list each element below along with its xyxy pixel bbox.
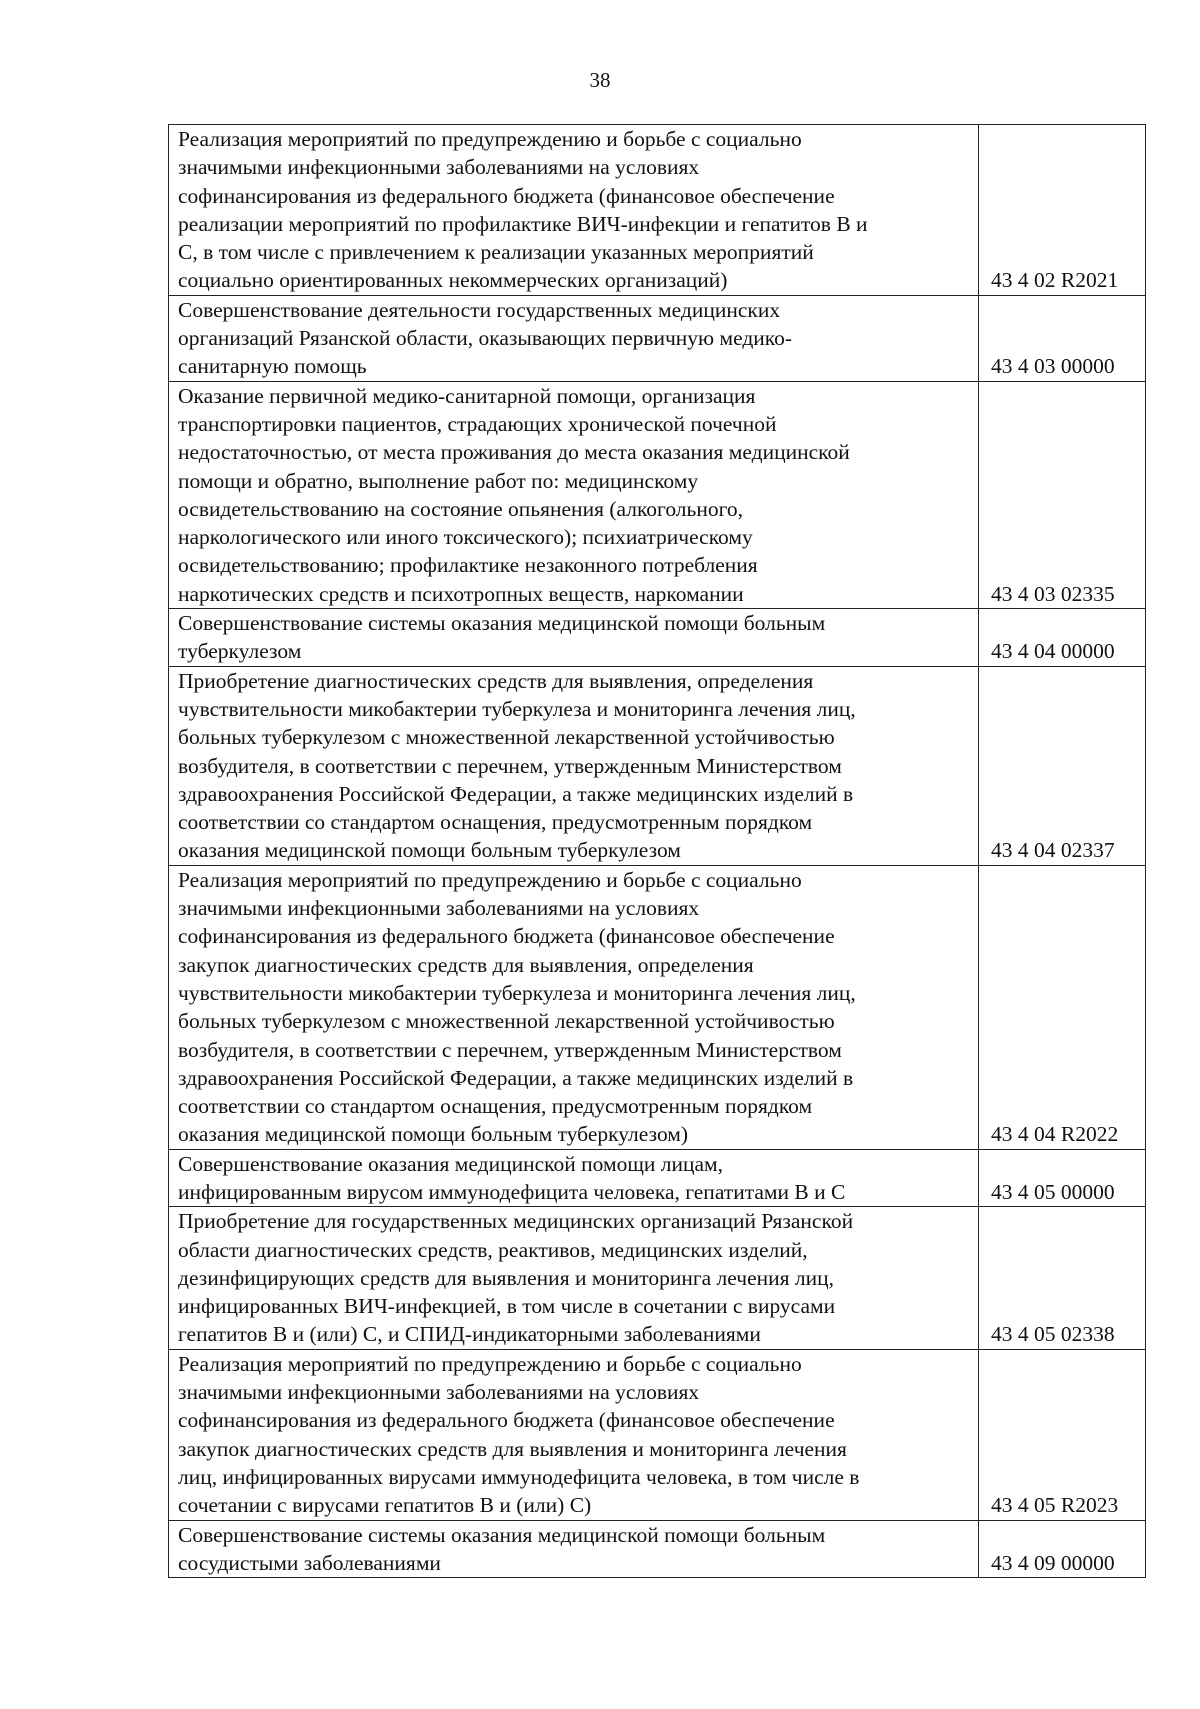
description-line: помощи и обратно, выполнение работ по: медицинскому <box>178 468 699 493</box>
description-line: значимыми инфекционными заболеваниями на условиях <box>178 1380 700 1405</box>
table-row <box>169 1520 1146 1578</box>
description-line: значимыми инфекционными заболеваниями на условиях <box>178 896 700 921</box>
description-line: лиц, инфицированных вирусами иммунодефицита человека, в том числе в <box>178 1464 860 1489</box>
description-line: гепатитов В и (или) С, и СПИД-индикаторными заболеваниями <box>178 1322 761 1347</box>
table-row <box>169 666 1146 865</box>
description-line: наркотических средств и психотропных веществ, наркомании <box>178 581 744 606</box>
description-line: организаций Рязанской области, оказывающих первичную медико- <box>178 326 793 351</box>
description-line: здравоохранения Российской Федерации, а также медицинских изделий в <box>178 781 854 806</box>
description-line: недостаточностью, от места проживания до места оказания медицинской <box>178 440 850 465</box>
row-code: 43 4 05 R2023 <box>979 1349 1146 1520</box>
row-code: 43 4 05 02338 <box>979 1207 1146 1349</box>
row-description <box>169 666 979 865</box>
description-line: С, в том числе с привлечением к реализации указанных мероприятий <box>178 240 814 265</box>
description-line: больных туберкулезом с множественной лекарственной устойчивостью <box>178 1009 835 1034</box>
row-description <box>169 125 979 296</box>
table-body <box>169 125 1146 1578</box>
description-line: возбудителя, в соответствии с перечнем, утвержденным Министерством <box>178 753 842 778</box>
description-line: социально ориентированных некоммерческих организаций) <box>178 268 728 293</box>
row-code: 43 4 02 R2021 <box>979 125 1146 296</box>
description-line: чувствительности микобактерии туберкулеза и мониторинга лечения лиц, <box>178 980 856 1005</box>
description-line: Реализация мероприятий по предупреждению и борьбе с социально <box>178 1351 802 1376</box>
row-code: 43 4 04 02337 <box>979 666 1146 865</box>
description-line: инфицированным вирусом иммунодефицита человека, гепатитами В и С <box>178 1179 846 1204</box>
description-line: транспортировки пациентов, страдающих хронической почечной <box>178 411 777 436</box>
row-description <box>169 865 979 1149</box>
description-line: инфицированных ВИЧ-инфекцией, в том числе в сочетании с вирусами <box>178 1294 836 1319</box>
row-code: 43 4 05 00000 <box>979 1149 1146 1207</box>
row-description <box>169 1520 979 1578</box>
description-line: Приобретение для государственных медицинских организаций Рязанской <box>178 1209 854 1234</box>
table-row <box>169 1349 1146 1520</box>
description-line: закупок диагностических средств для выявления и мониторинга лечения <box>178 1436 847 1461</box>
description-line: Совершенствование системы оказания медицинской помощи больным <box>178 1522 826 1547</box>
row-code: 43 4 09 00000 <box>979 1520 1146 1578</box>
row-description <box>169 1349 979 1520</box>
description-line: туберкулезом <box>178 639 302 664</box>
description-line: области диагностических средств, реактивов, медицинских изделий, <box>178 1237 808 1262</box>
description-line: соответствии со стандартом оснащения, предусмотренным порядком <box>178 1094 813 1119</box>
table-row <box>169 125 1146 296</box>
table-row <box>169 381 1146 608</box>
row-description <box>169 381 979 608</box>
description-line: сосудистыми заболеваниями <box>178 1550 441 1575</box>
description-line: здравоохранения Российской Федерации, а также медицинских изделий в <box>178 1065 854 1090</box>
row-code: 43 4 04 00000 <box>979 609 1146 667</box>
description-line: освидетельствованию на состояние опьянения (алкогольного, <box>178 496 744 521</box>
table-row <box>169 1207 1146 1349</box>
description-line: сочетании с вирусами гепатитов В и (или) С) <box>178 1493 592 1518</box>
description-line: соответствии со стандартом оснащения, предусмотренным порядком <box>178 810 813 835</box>
page-number: 38 <box>589 68 611 92</box>
table-row <box>169 865 1146 1149</box>
description-line: наркологического или иного токсического); психиатрическому <box>178 525 753 550</box>
table-row <box>169 295 1146 381</box>
description-line: освидетельствованию; профилактике незаконного потребления <box>178 553 758 578</box>
description-line: оказания медицинской помощи больным туберкулезом <box>178 838 681 863</box>
row-description <box>169 609 979 667</box>
table-row <box>169 1149 1146 1207</box>
description-line: возбудителя, в соответствии с перечнем, утвержденным Министерством <box>178 1037 842 1062</box>
description-line: Совершенствование оказания медицинской помощи лицам, <box>178 1151 724 1176</box>
row-description <box>169 1207 979 1349</box>
description-line: Приобретение диагностических средств для выявления, определения <box>178 668 814 693</box>
description-line: больных туберкулезом с множественной лекарственной устойчивостью <box>178 725 835 750</box>
row-code: 43 4 03 00000 <box>979 295 1146 381</box>
description-line: оказания медицинской помощи больным туберкулезом) <box>178 1122 689 1147</box>
description-line: Реализация мероприятий по предупреждению и борьбе с социально <box>178 867 802 892</box>
row-description <box>169 1149 979 1207</box>
description-line: Совершенствование деятельности государственных медицинских <box>178 297 781 322</box>
description-line: Оказание первичной медико-санитарной помощи, организация <box>178 383 756 408</box>
row-code: 43 4 03 02335 <box>979 381 1146 608</box>
row-code: 43 4 04 R2022 <box>979 865 1146 1149</box>
row-description <box>169 295 979 381</box>
description-line: Совершенствование системы оказания медицинской помощи больным <box>178 611 826 636</box>
table-row <box>169 609 1146 667</box>
description-line: реализации мероприятий по профилактике ВИЧ-инфекции и гепатитов В и <box>178 211 868 236</box>
description-line: софинансирования из федерального бюджета (финансовое обеспечение <box>178 924 835 949</box>
description-line: закупок диагностических средств для выявления, определения <box>178 952 754 977</box>
description-line: дезинфицирующих средств для выявления и мониторинга лечения лиц, <box>178 1265 835 1290</box>
description-line: Реализация мероприятий по предупреждению и борьбе с социально <box>178 127 802 151</box>
description-line: софинансирования из федерального бюджета (финансовое обеспечение <box>178 1408 835 1433</box>
description-line: значимыми инфекционными заболеваниями на условиях <box>178 155 700 180</box>
description-line: софинансирования из федерального бюджета (финансовое обеспечение <box>178 183 835 208</box>
description-line: санитарную помощь <box>178 354 367 379</box>
description-line: чувствительности микобактерии туберкулеза и мониторинга лечения лиц, <box>178 696 856 721</box>
budget-classification-table <box>168 124 1146 1578</box>
